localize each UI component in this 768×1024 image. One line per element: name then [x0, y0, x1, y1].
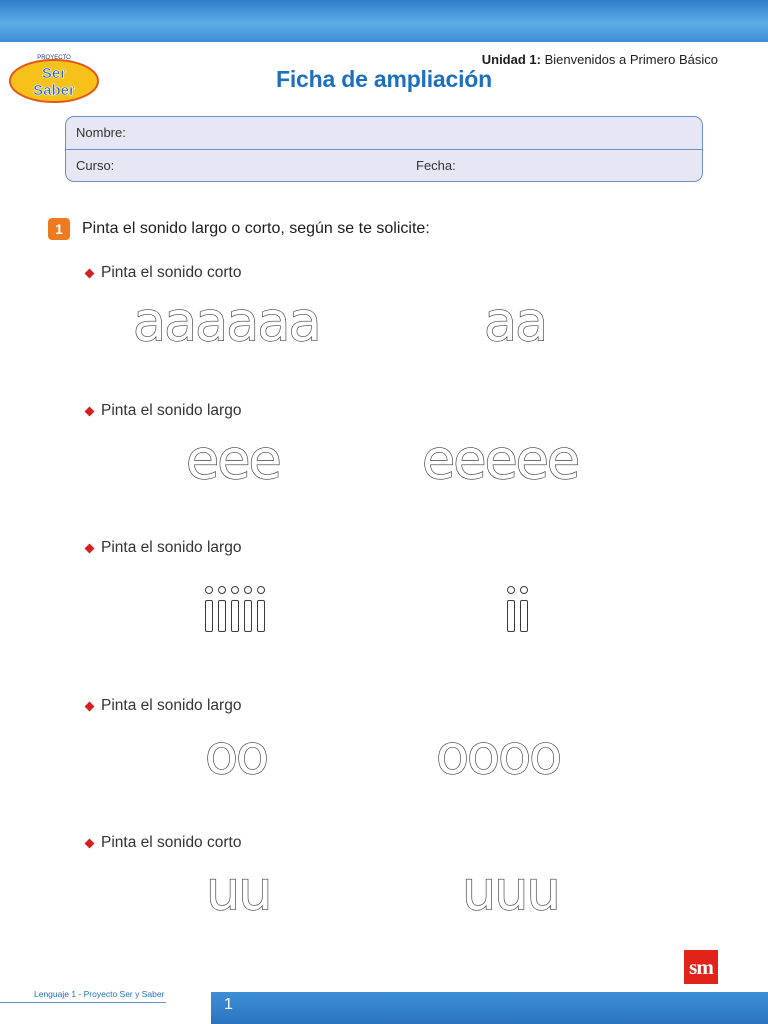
letters-i-short[interactable]: [507, 586, 528, 632]
sm-publisher-logo: sm: [684, 950, 718, 984]
letters-e-short[interactable]: eee: [186, 428, 280, 491]
activity-number-badge: 1: [48, 218, 70, 240]
letter-i-dot: [507, 586, 515, 594]
item-label-i: Pinta el sonido largo: [86, 539, 241, 557]
footer-credit: Lenguaje 1 - Proyecto Ser y Saber: [34, 989, 165, 999]
letter-i-stem: [218, 600, 226, 632]
diamond-bullet-icon: [85, 838, 95, 848]
footer-band: [211, 992, 768, 1024]
instruction-text: Pinta el sonido largo o corto, según se te solicite:: [82, 220, 430, 237]
course-label: Curso:: [76, 158, 115, 173]
student-info-form: [65, 116, 703, 182]
svg-text:Ser: Ser: [41, 65, 67, 82]
letter-i-dot: [244, 586, 252, 594]
diamond-bullet-icon: [85, 268, 95, 278]
letter-i-stem: [257, 600, 265, 632]
svg-text:Saber: Saber: [33, 82, 75, 99]
name-row[interactable]: [66, 117, 702, 150]
letters-o-short[interactable]: oo: [205, 723, 268, 786]
letters-i-long[interactable]: [205, 586, 265, 632]
letters-o-long[interactable]: oooo: [436, 723, 561, 786]
letters-e-long[interactable]: eeeee: [422, 428, 579, 491]
top-header-band: [0, 0, 768, 42]
letter-i-dot: [520, 586, 528, 594]
letter-i[interactable]: [244, 586, 252, 632]
item-label-u: Pinta el sonido corto: [86, 834, 241, 852]
letter-i-stem: [244, 600, 252, 632]
letter-i[interactable]: [205, 586, 213, 632]
diamond-bullet-icon: [85, 406, 95, 416]
date-label: Fecha:: [416, 158, 456, 173]
letter-i-dot: [218, 586, 226, 594]
unit-subtitle: Unidad 1: Bienvenidos a Primero Básico: [481, 52, 718, 67]
letter-i-dot: [231, 586, 239, 594]
letter-i[interactable]: [257, 586, 265, 632]
diamond-bullet-icon: [85, 701, 95, 711]
letter-i[interactable]: [507, 586, 515, 632]
footer-divider: [0, 1002, 166, 1003]
letter-i-dot: [205, 586, 213, 594]
item-label-a: Pinta el sonido corto: [86, 264, 241, 282]
letter-i-stem: [520, 600, 528, 632]
letters-a-short[interactable]: aa: [484, 290, 547, 353]
letter-i-dot: [257, 586, 265, 594]
course-date-row[interactable]: [66, 150, 702, 182]
letters-u-short[interactable]: uu: [206, 859, 271, 922]
svg-text:PROYECTO: PROYECTO: [37, 55, 71, 61]
letter-i-stem: [507, 600, 515, 632]
letter-i[interactable]: [218, 586, 226, 632]
letters-a-long[interactable]: aaaaaa: [133, 290, 320, 353]
diamond-bullet-icon: [85, 543, 95, 553]
page-title: Ficha de ampliación: [275, 66, 493, 92]
page-number: 1: [224, 996, 233, 1013]
activity-instruction: [48, 218, 430, 240]
letter-i[interactable]: [231, 586, 239, 632]
letter-i-stem: [231, 600, 239, 632]
letter-i-stem: [205, 600, 213, 632]
letters-u-long[interactable]: uuu: [462, 859, 559, 922]
name-label: Nombre:: [76, 125, 126, 140]
letter-i[interactable]: [520, 586, 528, 632]
item-label-o: Pinta el sonido largo: [86, 697, 241, 715]
item-label-e: Pinta el sonido largo: [86, 402, 241, 420]
